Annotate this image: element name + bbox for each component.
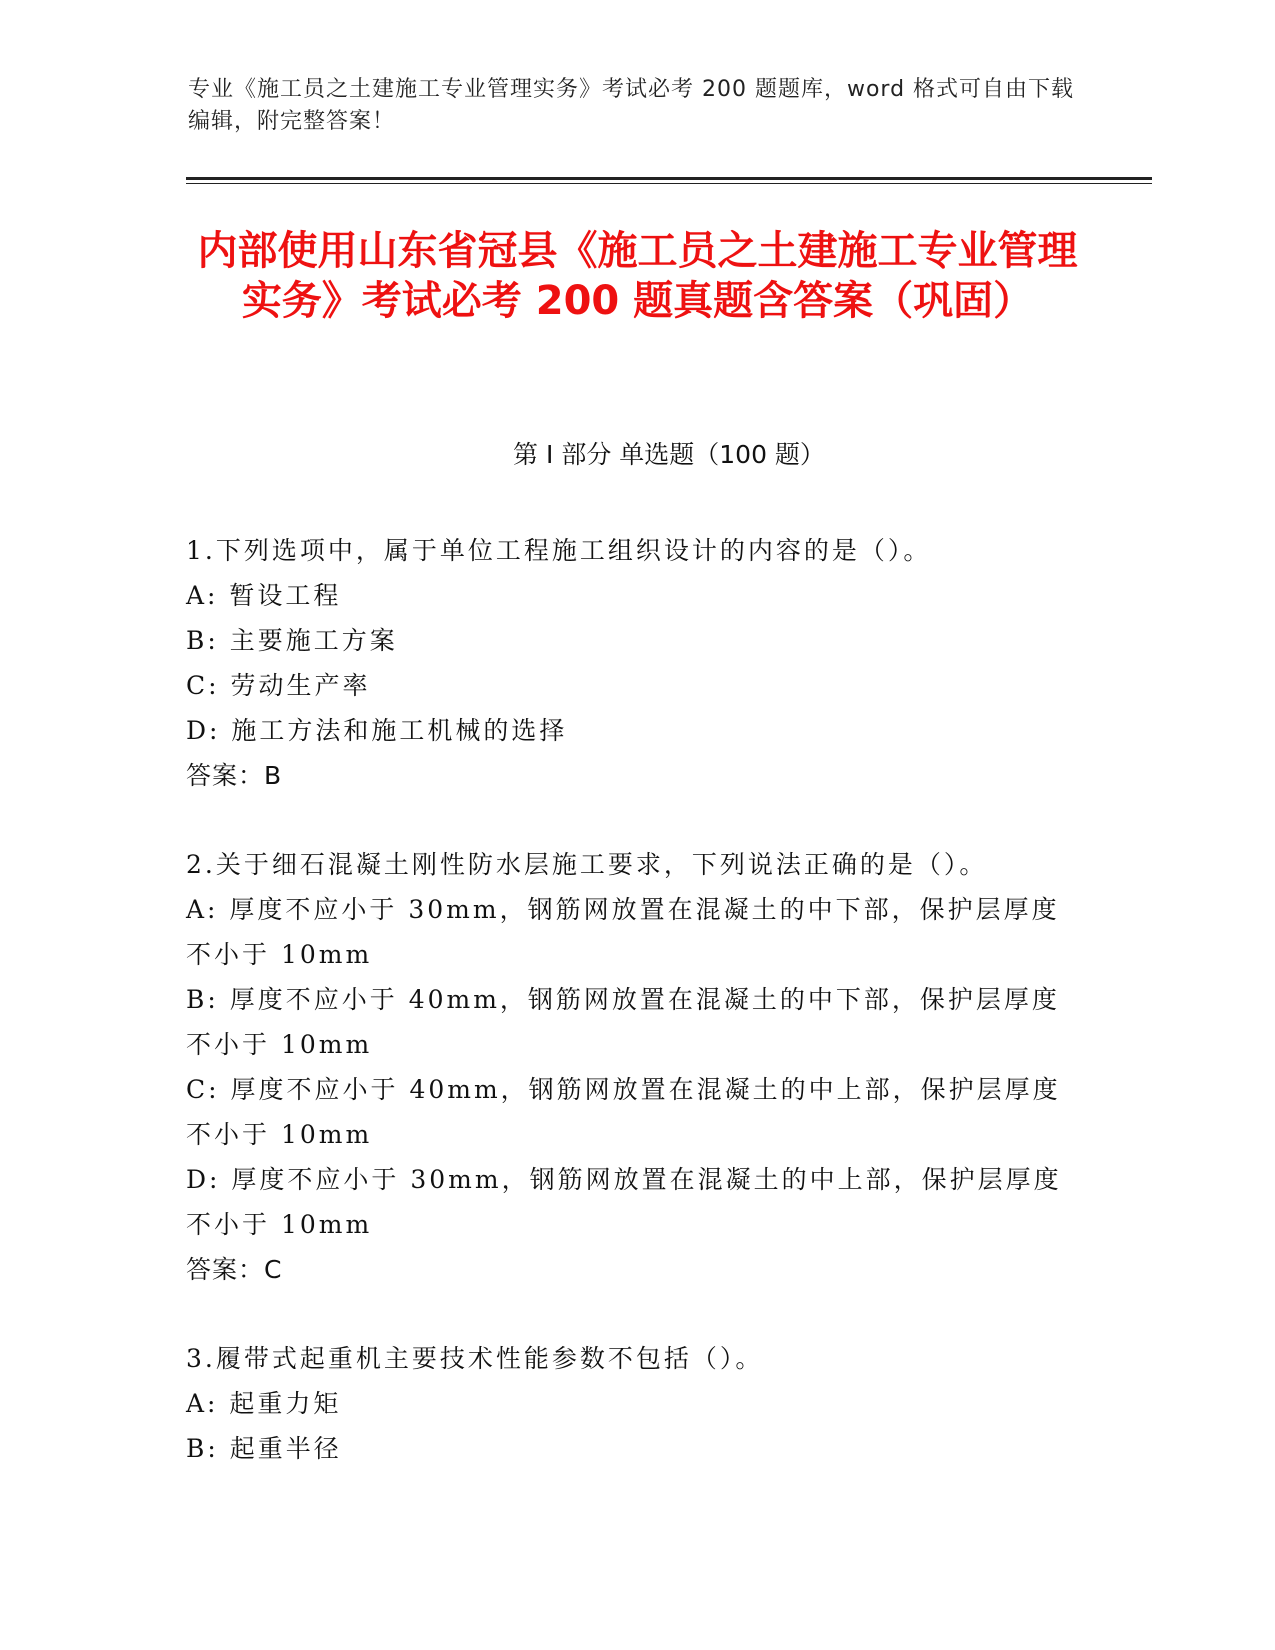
question-3: [186, 1336, 1086, 1471]
option-b: B: 主要施工方案: [186, 626, 398, 655]
header-rule-thin: [186, 183, 1152, 184]
header-note: 专业《施工员之土建施工专业管理实务》考试必考 200 题题库，word 格式可自由下载编辑，附完整答案！: [188, 77, 1075, 134]
option-c: C: 厚度不应小于 40mm，钢筋网放置在混凝土的中上部，保护层厚度不小于 10mm: [186, 1075, 1061, 1149]
header-rule-thick: [186, 177, 1152, 180]
option-a: A: 起重力矩: [186, 1389, 342, 1418]
question-stem: 3.履带式起重机主要技术性能参数不包括（）。: [186, 1344, 764, 1373]
question-list: [186, 528, 1086, 1515]
option-a: A: 厚度不应小于 30mm，钢筋网放置在混凝土的中下部，保护层厚度不小于 10mm: [186, 895, 1060, 969]
section-title: 第 I 部分 单选题（100 题）: [513, 440, 825, 469]
answer-label: 答案：B: [186, 761, 283, 790]
option-a: A: 暂设工程: [186, 581, 342, 610]
option-b: B: 起重半径: [186, 1434, 342, 1463]
answer-label: 答案：C: [186, 1255, 283, 1284]
option-d: D: 厚度不应小于 30mm，钢筋网放置在混凝土的中上部，保护层厚度不小于 10mm: [186, 1165, 1062, 1239]
question-stem: 1.下列选项中，属于单位工程施工组织设计的内容的是（）。: [186, 536, 932, 565]
question-stem: 2.关于细石混凝土刚性防水层施工要求，下列说法正确的是（）。: [186, 850, 988, 879]
document-title: 内部使用山东省冠县《施工员之土建施工专业管理实务》考试必考 200 题真题含答案（巩固）: [197, 228, 1078, 324]
option-b: B: 厚度不应小于 40mm，钢筋网放置在混凝土的中下部，保护层厚度不小于 10mm: [186, 985, 1060, 1059]
option-c: C: 劳动生产率: [186, 671, 371, 700]
option-d: D: 施工方法和施工机械的选择: [186, 716, 568, 745]
question-2: [186, 842, 1086, 1292]
question-1: [186, 528, 1086, 798]
